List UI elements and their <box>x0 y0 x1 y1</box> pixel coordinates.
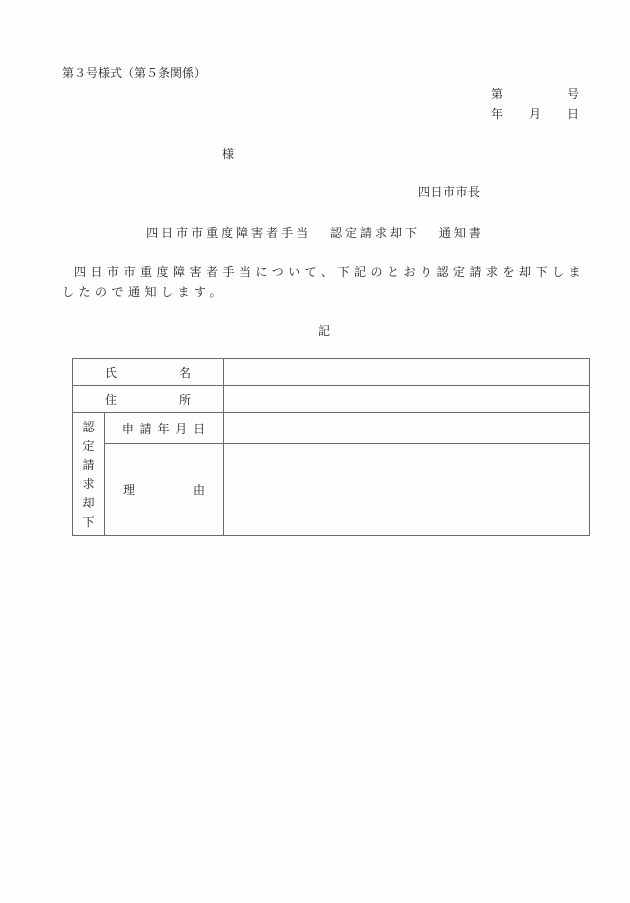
application-date-label: 申 請 年 月 日 <box>105 413 224 444</box>
doc-no-suffix: 号 <box>566 87 579 101</box>
address-label-left: 住 <box>105 392 118 407</box>
ki-heading: 記 <box>318 324 331 338</box>
table-row-application-date <box>73 413 590 444</box>
document-date <box>491 105 579 122</box>
name-label-left: 氏 <box>105 365 118 380</box>
details-table <box>72 358 590 536</box>
date-month: 月 <box>528 107 541 121</box>
date-day: 日 <box>566 107 579 121</box>
date-year: 年 <box>491 107 504 121</box>
sender-name: 四日市市長 <box>418 185 481 199</box>
group-char: 定 <box>82 439 95 453</box>
group-char: 請 <box>82 458 95 472</box>
reason-label-right: 由 <box>192 483 205 497</box>
doc-no-prefix: 第 <box>491 87 504 101</box>
address-field[interactable] <box>224 386 590 413</box>
address-label-right: 所 <box>178 392 191 407</box>
title-part-1: 四日市市重度障害者手当 <box>146 226 312 240</box>
title-part-2: 認定請求却下 <box>329 226 420 240</box>
reason-field[interactable] <box>224 444 590 536</box>
table-row-reason <box>73 444 590 536</box>
form-number: 第３号様式（第５条関係） <box>62 66 207 80</box>
table-row-address <box>73 386 590 413</box>
document-title <box>0 224 630 241</box>
rejection-group-label <box>73 413 105 536</box>
application-date-field[interactable] <box>224 413 590 444</box>
group-char: 求 <box>82 477 95 491</box>
reason-label <box>105 444 224 536</box>
name-field[interactable] <box>224 359 590 386</box>
group-char: 認 <box>82 420 95 434</box>
name-label <box>73 359 224 386</box>
reason-label-left: 理 <box>123 483 136 497</box>
document-number <box>491 85 579 102</box>
group-char: 却 <box>82 496 95 510</box>
table-row-name <box>73 359 590 386</box>
group-char: 下 <box>82 515 95 529</box>
title-part-3: 通知書 <box>438 226 484 240</box>
address-label <box>73 386 224 413</box>
addressee-honorific: 様 <box>222 147 235 161</box>
name-label-right: 名 <box>178 365 191 380</box>
body-text: 四日市市重度障害者手当について、下記のとおり認定請求を却下しましたので通知します。 <box>62 265 586 299</box>
